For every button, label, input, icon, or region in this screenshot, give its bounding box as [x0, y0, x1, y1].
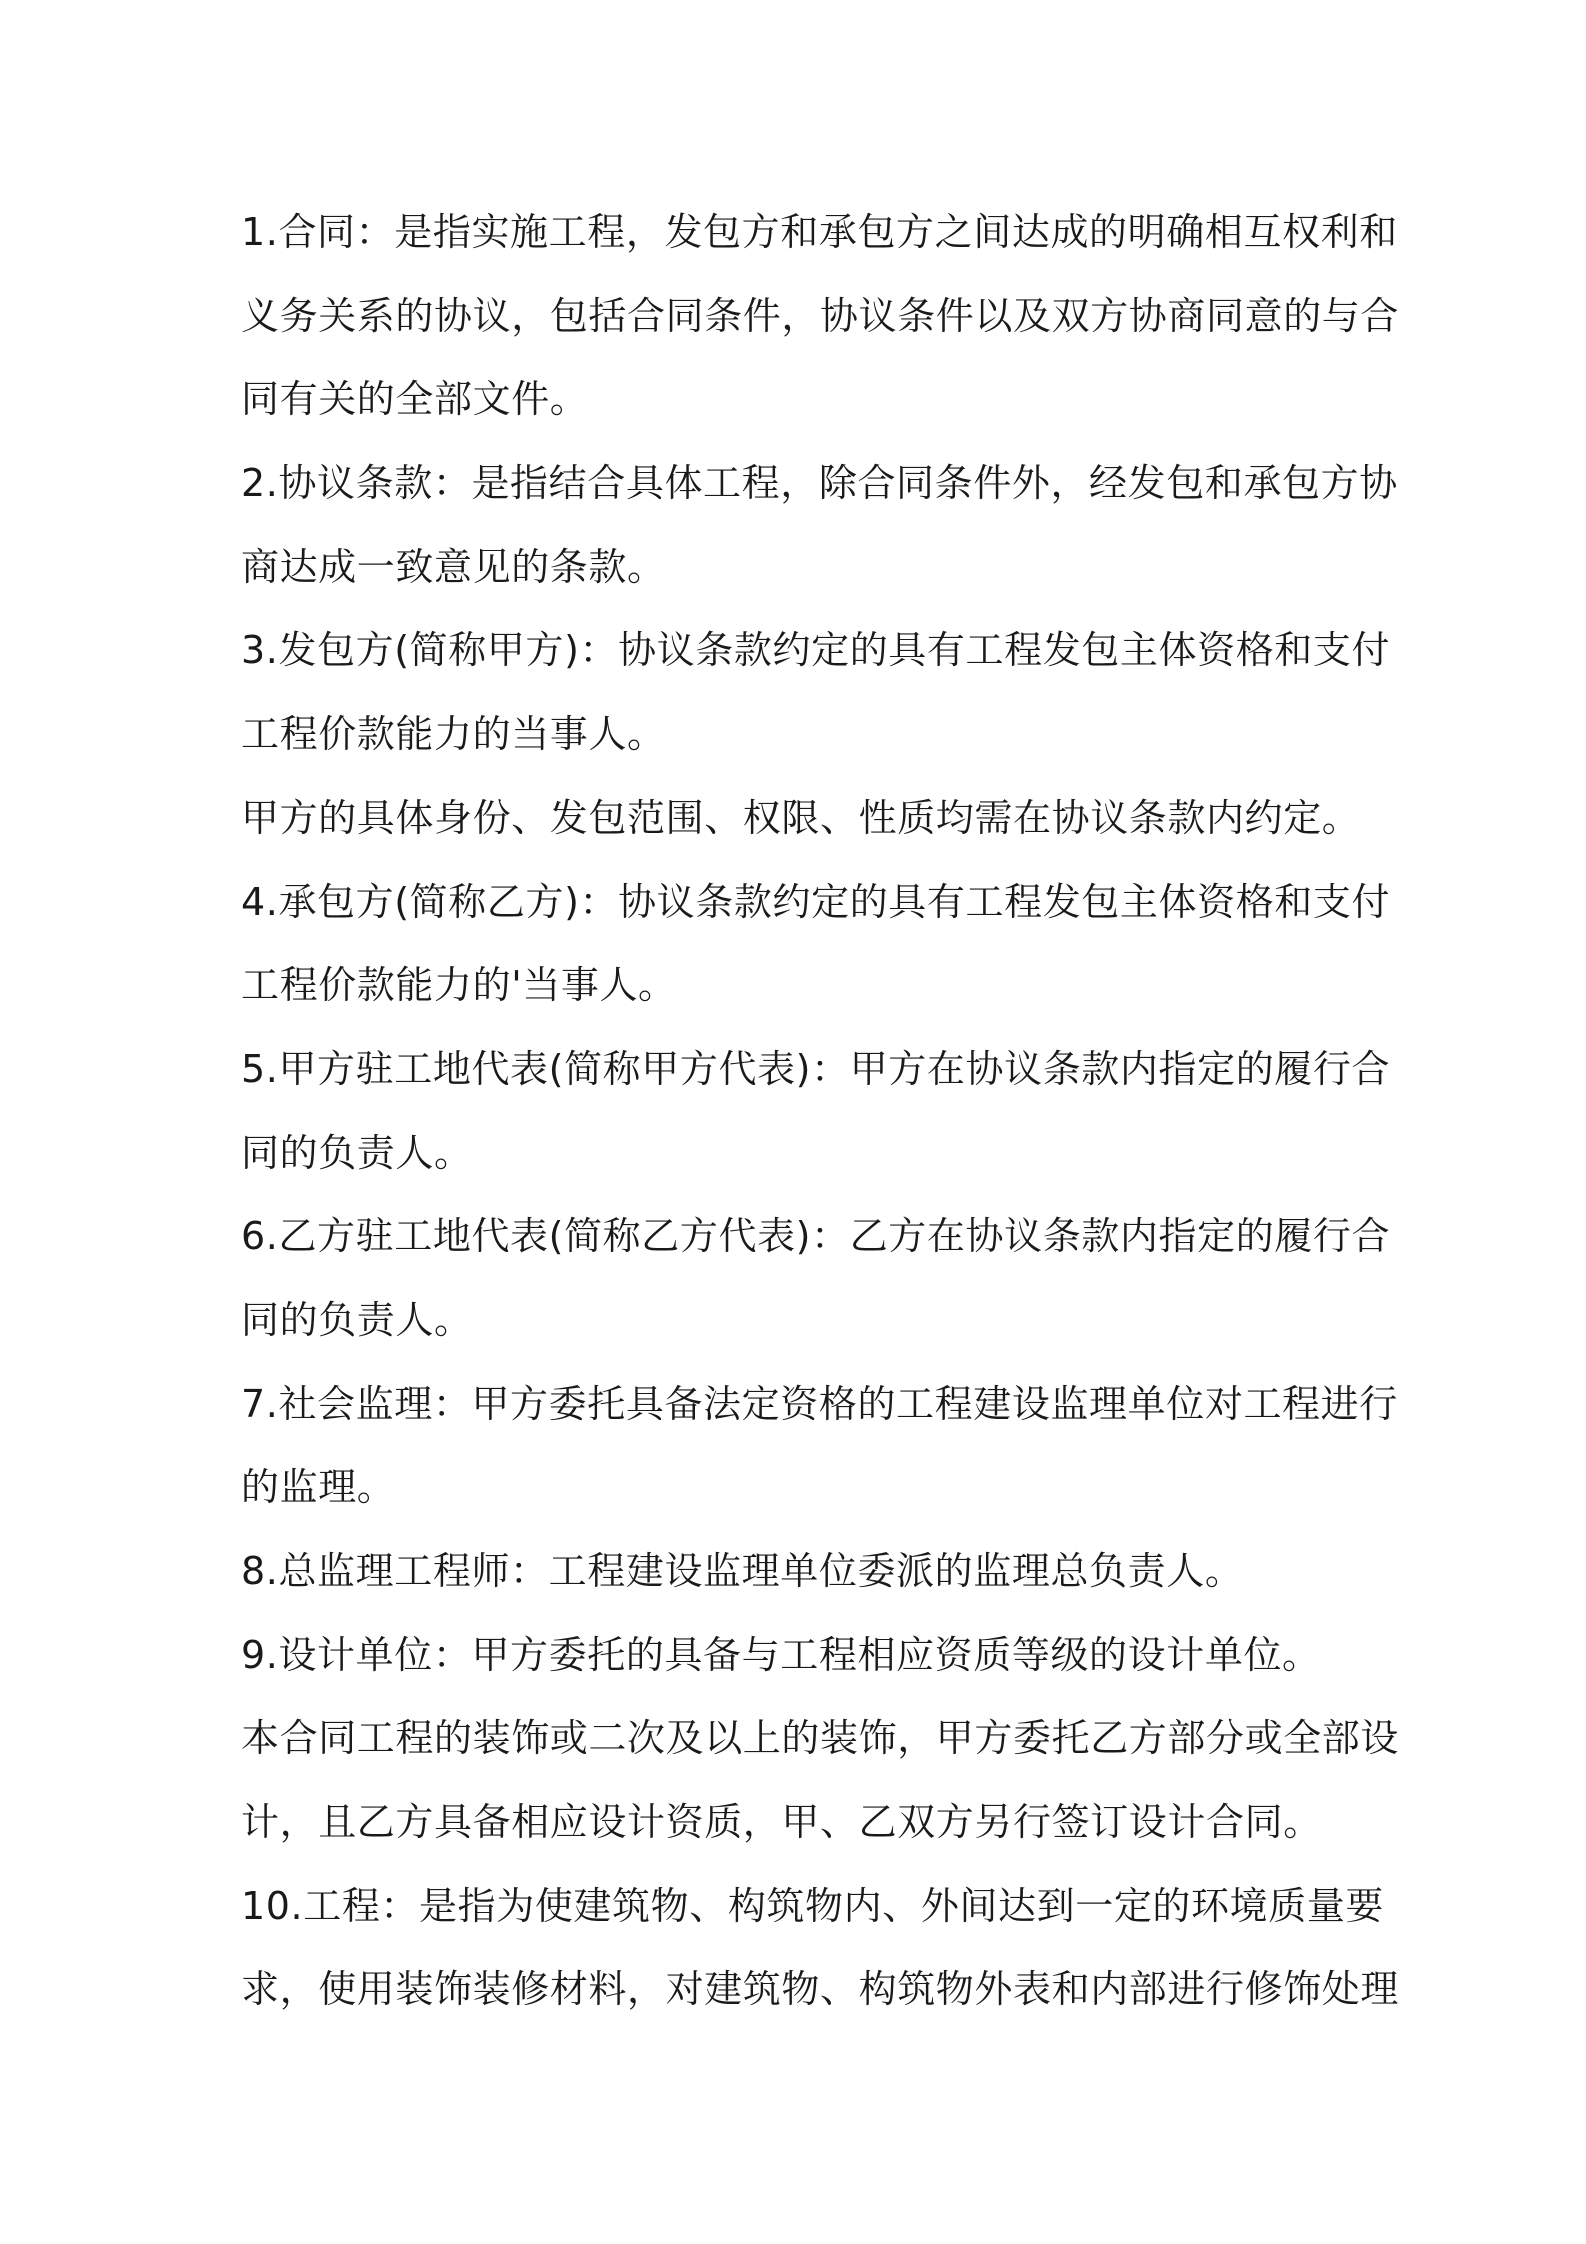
- text-line: 9.设计单位：甲方委托的具备与工程相应资质等级的设计单位。: [241, 1632, 1321, 1677]
- text-line: 1.合同：是指实施工程，发包方和承包方之间达成的明确相互权利和: [241, 210, 1398, 254]
- document-body: [241, 191, 1400, 2032]
- text-line: 3.发包方(简称甲方)：协议条款约定的具有工程发包主体资格和支付: [241, 628, 1391, 673]
- text-line: 同有关的全部文件。: [241, 377, 589, 422]
- text-line: 7.社会监理：甲方委托具备法定资格的工程建设监理单位对工程进行: [241, 1381, 1398, 1426]
- text-line: 计，且乙方具备相应设计资质，甲、乙双方另行签订设计合同。: [241, 1800, 1322, 1845]
- text-line: 5.甲方驻工地代表(简称甲方代表)：甲方在协议条款内指定的履行合: [241, 1046, 1391, 1091]
- text-line: 6.乙方驻工地代表(简称乙方代表)：乙方在协议条款内指定的履行合: [241, 1214, 1391, 1259]
- text-line: 8.总监理工程师：工程建设监理单位委派的监理总负责人。: [241, 1549, 1244, 1593]
- text-line: 商达成一致意见的条款。: [241, 544, 666, 589]
- text-line: 甲方的具体身份、发包范围、权限、性质均需在协议条款内约定。: [241, 795, 1361, 840]
- text-line: 10.工程：是指为使建筑物、构筑物内、外间达到一定的环境质量要: [241, 1883, 1385, 1928]
- text-line: 的监理。: [241, 1465, 396, 1510]
- text-line: 2.协议条款：是指结合具体工程，除合同条件外，经发包和承包方协: [241, 461, 1398, 506]
- text-line: 工程价款能力的当事人。: [241, 712, 666, 757]
- text-line: 义务关系的协议，包括合同条件，协议条件以及双方协商同意的与合: [241, 293, 1400, 338]
- text-line: 同的负责人。: [241, 1297, 473, 1342]
- text-line: 工程价款能力的'当事人。: [241, 963, 677, 1008]
- text-line: 求，使用装饰装修材料，对建筑物、构筑物外表和内部进行修饰处理: [241, 1967, 1400, 2012]
- text-line: 本合同工程的装饰或二次及以上的装饰，甲方委托乙方部分或全部设: [241, 1716, 1400, 1761]
- text-line: 同的负责人。: [241, 1130, 473, 1175]
- text-line: 4.承包方(简称乙方)：协议条款约定的具有工程发包主体资格和支付: [241, 879, 1391, 924]
